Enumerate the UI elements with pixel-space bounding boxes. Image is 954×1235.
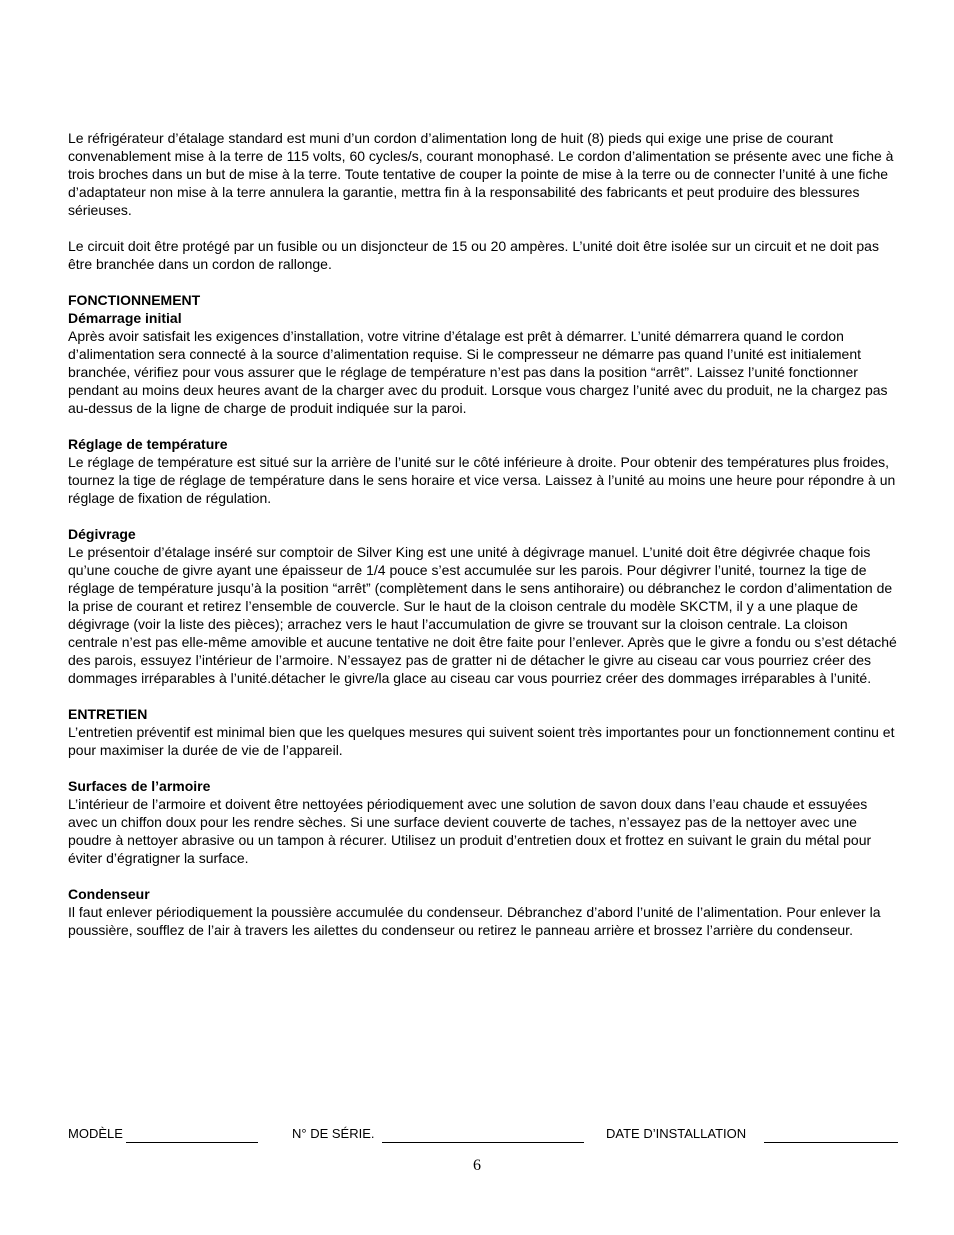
paragraph-degivrage: Le présentoir d’étalage inséré sur comptoir de Silver King est une unité à dégivrage manuel. L’unité doit être dégivrée chaque fois qu’une couche de givre ayant une épaisseur de 1/4 pouce s’est accumulée sur les parois. Pour dégivrer l’unité, tournez la tige de réglage de température jusqu’à la position “arrêt” (complètement dans le sens antihoraire) ou débranchez le cordon d’alimentation de la prise de courant et retirez l’ensemble de couvercle. Sur le haut de la cloison centrale du modèle SKCTM, il y a une plaque de dégivrage (voir la liste des pièces); arrachez vers le haut l’accumulation de givre se trouvant sur la cloison centrale. La cloison centrale n’est pas elle-même amovible et aucune tentative ne doit être faite pour l’enlever. Après que le givre a fondu ou s’est détaché des parois, essuyez l’intérieur de l’armoire. N’essayez pas de gratter ni de détacher le givre au ciseau car vous pourriez créer des dommages irréparables à l’unité.détacher le givre/la glace au ciseau car vous pourriez créer des dommages irréparables à l’unité. xyxy=(68,544,897,686)
subheading-demarrage: Démarrage initial xyxy=(68,310,182,326)
date-label: DATE D’INSTALLATION xyxy=(606,1126,747,1141)
intro-paragraph-2: Le circuit doit être protégé par un fusible ou un disjoncteur de 15 ou 20 ampères. L’unité doit être isolée sur un circuit et ne doit pas être branchée dans un cordon de rallonge. xyxy=(68,238,879,272)
document-body xyxy=(68,129,898,939)
footer-fields xyxy=(68,1126,898,1146)
serie-blank-line xyxy=(382,1142,584,1143)
paragraph-condenseur: Il faut enlever périodiquement la poussière accumulée du condenseur. Débranchez d’abord l’unité de l’alimentation. Pour enlever la poussière, soufflez de l’air à travers les ailettes du condenseur ou retirez le panneau arrière et brossez l’arrière du condenseur. xyxy=(68,904,881,938)
subheading-condenseur: Condenseur xyxy=(68,886,150,902)
serie-label: N° DE SÉRIE. xyxy=(292,1126,375,1141)
paragraph-surfaces: L’intérieur de l’armoire et doivent être nettoyées périodiquement avec une solution de savon doux dans l’eau chaude et essuyées avec un chiffon doux pour les rendre sèches. Si une surface devient couverte de taches, n’essayez pas de la nettoyer avec une poudre à nettoyer abrasive ou un tampon à récurer. Utilisez un produit d’entretien doux et frottez en suivant le grain du métal pour éviter d’égratigner la surface. xyxy=(68,796,872,866)
section-heading-entretien: ENTRETIEN xyxy=(68,706,148,722)
paragraph-demarrage: Après avoir satisfait les exigences d’installation, votre vitrine d’étalage est prêt à démarrer. L’unité démarrera quand le cordon d’alimentation sera connecté à la source d’alimentation requise. Si le compresseur ne démarre pas quand l’unité est initialement branchée, vérifiez pour vous assurer que le réglage de température n’est pas dans la position “arrêt”. Laissez l’unité fonctionner pendant au moins deux heures avant de la charger avec du produit. Lorsque vous chargez l’unité avec du produit, ne la chargez pas au-dessus de la ligne de charge de produit indiquée sur la paroi. xyxy=(68,328,888,416)
modele-label: MODÈLE xyxy=(68,1126,123,1141)
paragraph-reglage: Le réglage de température est situé sur la arrière de l’unité sur le côté inférieure à droite. Pour obtenir des températures plus froides, tournez la tige de réglage de température dans le sens horaire et vice versa. Laissez à l’unité au moins une heure pour répondre à un réglage de fixation de régulation. xyxy=(68,454,896,506)
section-heading-fonctionnement: FONCTIONNEMENT xyxy=(68,292,201,308)
intro-paragraph-1: Le réfrigérateur d’étalage standard est muni d’un cordon d’alimentation long de huit (8) pieds qui exige une prise de courant convenablement mise à la terre de 115 volts, 60 cycles/s, courant monophasé. Le cordon d’alimentation se présente avec une fiche à trois broches dans un but de mise à la terre. Toute tentative de couper la pointe de mise à la terre ou de connecter l’unité à une fiche d’adaptateur non mise à la terre annulera la garantie, mettra fin à la responsabilité des fabricants et peut produire des blessures sérieuses. xyxy=(68,130,894,218)
date-blank-line xyxy=(764,1142,898,1143)
modele-blank-line xyxy=(126,1142,258,1143)
paragraph-entretien: L’entretien préventif est minimal bien que les quelques mesures qui suivent soient très importantes pour un fonctionnement continu et pour maximiser la durée de vie de l’appareil. xyxy=(68,724,895,758)
subheading-surfaces: Surfaces de l’armoire xyxy=(68,778,211,794)
subheading-degivrage: Dégivrage xyxy=(68,526,136,542)
subheading-reglage: Réglage de température xyxy=(68,436,228,452)
page-number: 6 xyxy=(473,1157,481,1174)
